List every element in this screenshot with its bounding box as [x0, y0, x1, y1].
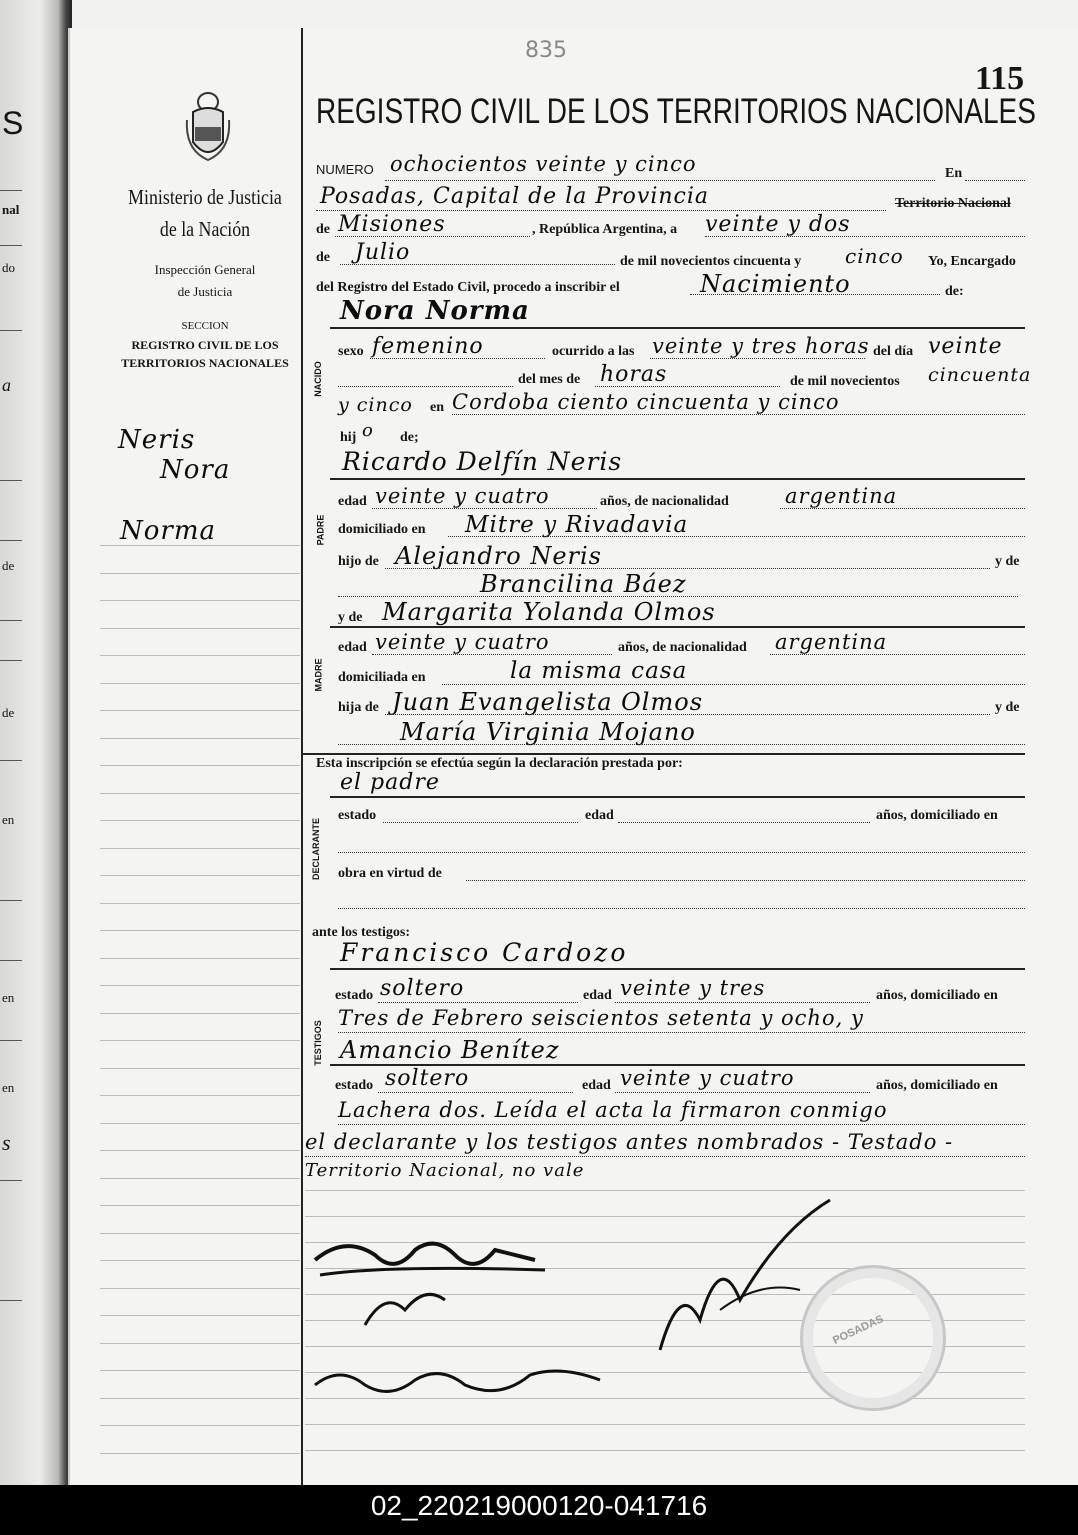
label-edad-t2: edad	[582, 1078, 611, 1093]
side-label-padre: PADRE	[315, 514, 326, 546]
label-y-de: y de	[995, 554, 1020, 569]
value-padre-nac: argentina	[785, 484, 898, 508]
spine-fragment: nal	[2, 202, 20, 217]
ledger-line	[100, 1260, 300, 1261]
value-declarante: el padre	[340, 770, 440, 795]
label-domiciliado: domiciliado en	[338, 522, 426, 537]
margin-note-second-name: Norma	[120, 516, 216, 546]
value-abuela-m: María Virginia Mojano	[400, 718, 696, 746]
ledger-line	[100, 903, 300, 904]
label-hijo-de: hijo de	[338, 554, 379, 569]
ministry-line2: de la Nación	[159, 217, 251, 241]
label-estado-t2: estado	[335, 1078, 374, 1093]
value-mes-nac: horas	[600, 362, 668, 387]
spine-fragment: en	[2, 812, 15, 827]
ruled-line	[305, 1450, 1025, 1451]
label-de: de	[316, 222, 330, 237]
ministry-line1: Ministerio de Justicia	[128, 185, 282, 209]
label-anos-dom-t2: años, domiciliado en	[876, 1078, 998, 1093]
label-hija-de: hija de	[338, 700, 379, 715]
value-cierre2: Territorio Nacional, no vale	[305, 1160, 585, 1181]
value-madre-edad: veinte y cuatro	[375, 630, 550, 654]
ledger-line	[100, 1370, 300, 1371]
label-de-colon: de:	[945, 284, 964, 299]
ledger-line	[100, 738, 300, 739]
value-padre-dom: Mitre y Rivadavia	[465, 512, 689, 538]
value-testigo2-dom: Lachera dos. Leída el acta la firmaron conmigo	[338, 1098, 888, 1122]
value-numero: ochocientos veinte y cinco	[390, 152, 697, 176]
label-edad-d: edad	[585, 808, 614, 823]
ledger-line	[100, 1040, 300, 1041]
spine-fragment: S	[2, 105, 24, 141]
side-label-madre: MADRE	[313, 658, 324, 692]
page-number: 115	[975, 60, 1025, 97]
side-label-declarante: DECLARANTE	[311, 818, 321, 880]
value-testigo2-edad: veinte y cuatro	[620, 1066, 795, 1090]
ledger-line	[100, 930, 300, 931]
label-anos-dom: años, domiciliado en	[876, 808, 998, 823]
spine-fragment: en	[2, 1080, 15, 1095]
inspection-line1: Inspección General	[154, 262, 256, 277]
label-estado-t1: estado	[335, 988, 374, 1003]
label-mil-nov2: de mil novecientos	[790, 374, 900, 389]
value-testigo2-estado: soltero	[385, 1066, 470, 1091]
coat-of-arms-icon	[185, 90, 231, 162]
label-edad-t1: edad	[583, 988, 612, 1003]
ledger-line	[100, 1343, 300, 1344]
ledger-line	[100, 875, 300, 876]
value-padre-edad: veinte y cuatro	[375, 484, 550, 508]
value-anio-nac2: y cinco	[338, 394, 413, 416]
value-hij-suffix: o	[362, 420, 374, 441]
label-edad: edad	[338, 494, 367, 509]
ledger-line	[100, 1068, 300, 1069]
value-mes: Julio	[355, 240, 411, 265]
value-cierre1: el declarante y los testigos antes nombrados - Testado -	[305, 1130, 954, 1154]
label-del-dia: del día	[873, 344, 914, 359]
value-acto: Nacimiento	[700, 270, 851, 298]
spine-fragment: a	[2, 375, 11, 395]
value-provincia: Misiones	[338, 212, 446, 237]
ledger-line	[100, 1205, 300, 1206]
ledger-line	[100, 793, 300, 794]
ledger-line	[100, 1095, 300, 1096]
ledger-line	[100, 545, 300, 546]
ruled-line	[305, 1424, 1025, 1425]
ledger-line	[100, 655, 300, 656]
ledger-line	[100, 1288, 300, 1289]
registry-stamp: POSADAS	[800, 1265, 946, 1411]
pencil-number: 835	[525, 38, 567, 63]
ledger-line	[100, 1453, 300, 1454]
ledger-line	[100, 958, 300, 959]
label-mil-nov: de mil novecientos cincuenta y	[620, 254, 802, 269]
ledger-line	[100, 1178, 300, 1179]
label-esta-insc: Esta inscripción se efectúa según la declaración prestada por:	[316, 756, 683, 771]
label-de2: de	[316, 250, 330, 265]
label-y-de-m: y de	[338, 610, 363, 625]
ledger-line	[100, 1398, 300, 1399]
value-testigo1-edad: veinte y tres	[620, 976, 766, 1000]
value-nombre: Nora Norma	[340, 296, 530, 326]
spine-fragment: s	[2, 1130, 11, 1155]
label-territorio: Territorio Nacional	[895, 196, 1011, 211]
ledger-line	[100, 820, 300, 821]
ledger-line	[100, 985, 300, 986]
signature-testigo	[310, 1355, 610, 1405]
spine-fragment: de	[2, 705, 15, 720]
side-label-testigos: TESTIGOS	[312, 1020, 323, 1066]
label-del-registro: del Registro del Estado Civil, procedo a inscribir el	[316, 280, 620, 295]
value-lugar-nac: Cordoba ciento cincuenta y cinco	[452, 390, 840, 414]
value-hora: veinte y tres horas	[652, 334, 870, 358]
label-ante: ante los testigos:	[312, 925, 410, 940]
value-lugar: Posadas, Capital de la Provincia	[320, 184, 710, 209]
spine-fragment: do	[2, 260, 15, 275]
ledger-line	[100, 683, 300, 684]
value-testigo1: Francisco Cardozo	[340, 938, 629, 967]
value-anio-nac: cincuenta	[928, 364, 1032, 386]
section-line2: REGISTRO CIVIL DE LOS	[131, 338, 279, 352]
signature-declarante	[305, 1230, 555, 1340]
ledger-line	[100, 573, 300, 574]
ledger-line	[100, 1315, 300, 1316]
adjacent-page-spine	[0, 0, 72, 1485]
label-domiciliada: domiciliada en	[338, 670, 426, 685]
ledger-line	[100, 710, 300, 711]
label-republica: , República Argentina, a	[532, 222, 678, 237]
label-en2: en	[430, 400, 444, 415]
ledger-line	[100, 1425, 300, 1426]
label-y-de2: y de	[995, 700, 1020, 715]
label-yo: Yo, Encargado	[928, 254, 1016, 269]
margin-note-surname: Neris	[118, 425, 196, 455]
section-label: SECCION	[181, 320, 229, 332]
ledger-line	[100, 1233, 300, 1234]
label-del-mes: del mes de	[518, 372, 581, 387]
value-sexo: femenino	[372, 334, 484, 359]
label-estado: estado	[338, 808, 377, 823]
value-abuela-p: Brancilina Báez	[480, 570, 687, 598]
spine-fragment: en	[2, 990, 15, 1005]
ledger-line	[100, 1123, 300, 1124]
ledger-line	[100, 765, 300, 766]
label-anos-dom-t1: años, domiciliado en	[876, 988, 998, 1003]
value-madre: Margarita Yolanda Olmos	[382, 598, 716, 626]
value-abuelo-m: Juan Evangelista Olmos	[392, 688, 704, 716]
image-caption: 02_220219000120-041716	[0, 1485, 1078, 1535]
ledger-line	[100, 848, 300, 849]
value-abuelo-p: Alejandro Neris	[395, 542, 602, 570]
side-label-nacido: NACIDO	[312, 361, 323, 397]
value-madre-dom: la misma casa	[510, 658, 688, 684]
label-obra: obra en virtud de	[338, 866, 442, 881]
value-testigo1-dom: Tres de Febrero seiscientos setenta y ocho, y	[338, 1006, 864, 1030]
value-testigo1-estado: soltero	[380, 976, 465, 1001]
ledger-line	[100, 600, 300, 601]
ledger-line	[100, 1150, 300, 1151]
ledger-line	[100, 628, 300, 629]
value-dia: veinte y dos	[705, 212, 851, 237]
value-testigo2: Amancio Benítez	[340, 1036, 560, 1064]
label-hij: hij	[340, 430, 357, 445]
label-en: En	[945, 166, 963, 181]
value-padre: Ricardo Delfín Neris	[342, 447, 623, 476]
section-line3: TERRITORIOS NACIONALES	[121, 356, 289, 370]
ledger-line	[100, 1013, 300, 1014]
page-title: REGISTRO CIVIL DE LOS TERRITORIOS NACIONALES	[316, 92, 1036, 131]
value-madre-nac: argentina	[775, 630, 888, 654]
label-ocurrido: ocurrido a las	[552, 344, 635, 359]
inspection-line2: de Justicia	[177, 284, 233, 299]
label-sexo: sexo	[338, 344, 364, 359]
label-numero: NUMERO	[316, 162, 374, 177]
spine-fragment: de	[2, 558, 15, 573]
value-dia-nac: veinte	[928, 334, 1003, 359]
label-anos-nac: años, de nacionalidad	[600, 494, 729, 509]
label-edad-m: edad	[338, 640, 367, 655]
margin-note-first-name: Nora	[160, 455, 231, 485]
column-divider	[301, 28, 303, 1485]
label-anos-nac-m: años, de nacionalidad	[618, 640, 747, 655]
label-de3: de;	[400, 430, 419, 445]
value-anio: cinco	[845, 244, 904, 268]
